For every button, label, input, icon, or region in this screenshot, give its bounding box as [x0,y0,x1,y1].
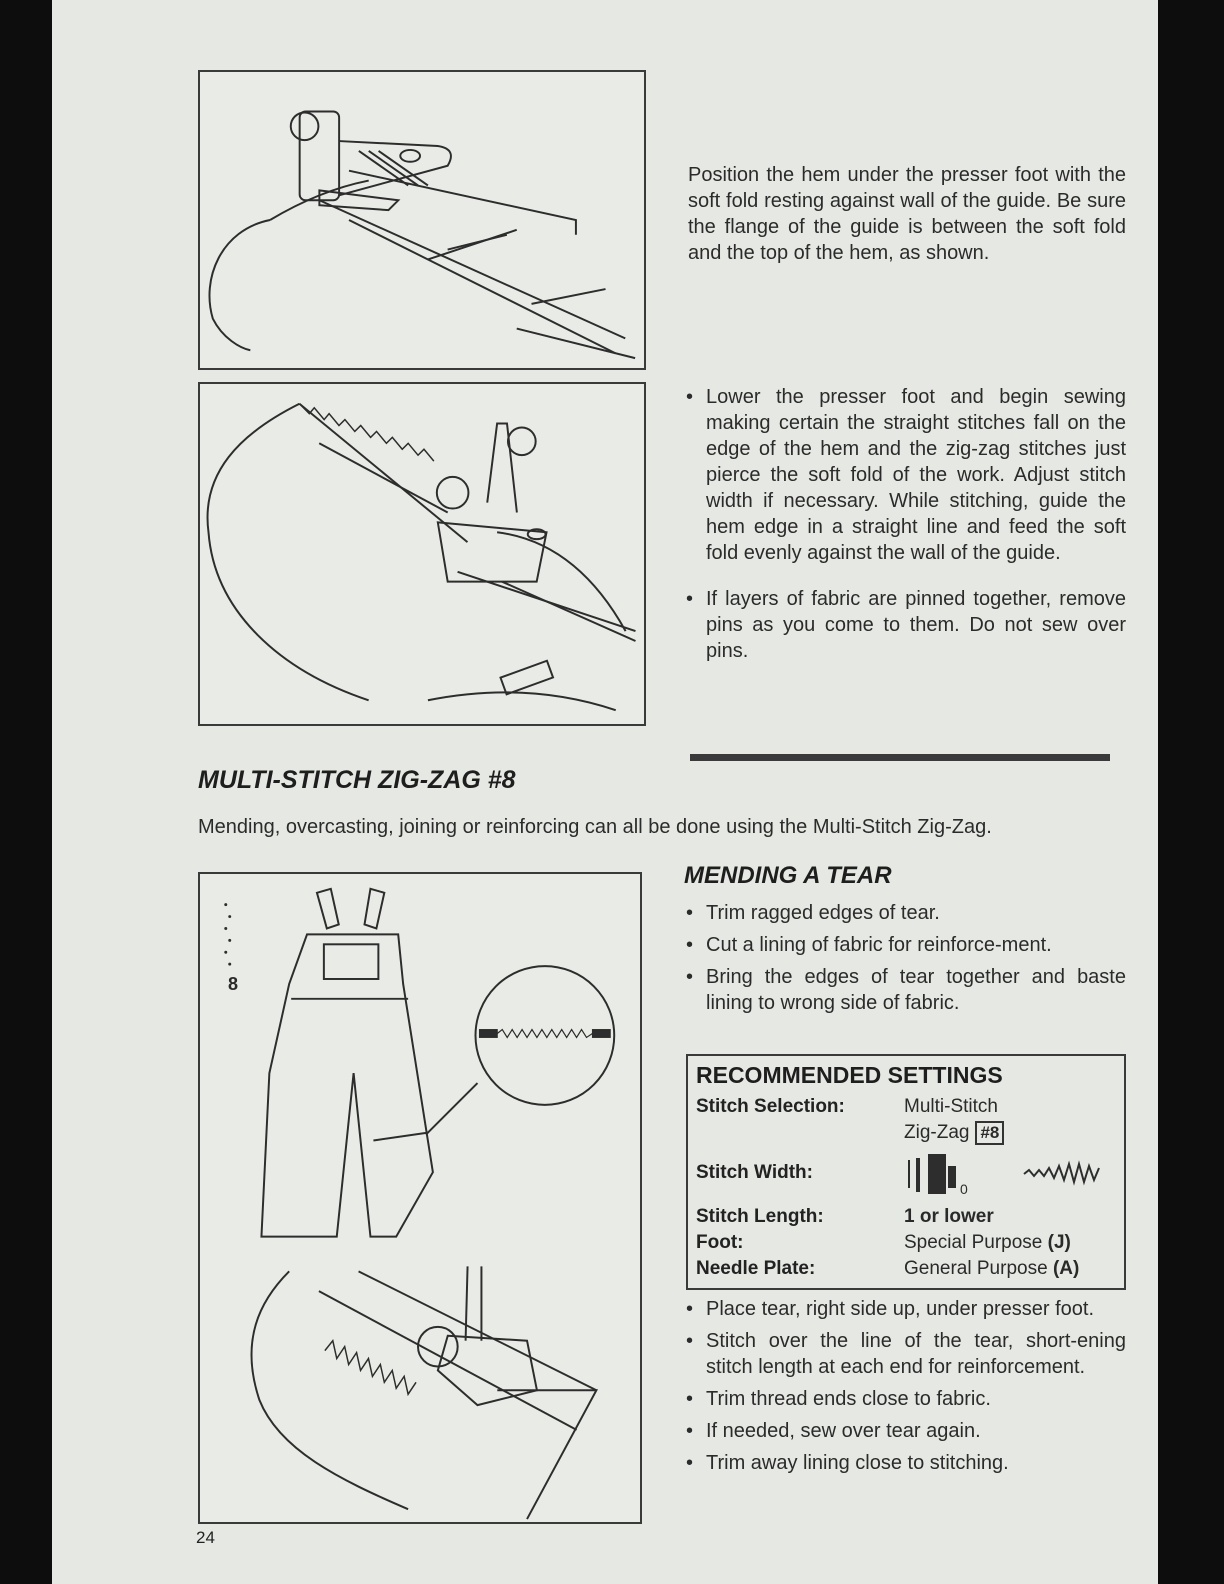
stitch-length-qualifier: or lower [919,1206,994,1227]
stitch-selection-value [904,1094,1004,1146]
hem-guide-drawing [200,72,644,368]
foot-value [904,1230,1071,1256]
sewing-hem-drawing [200,384,644,724]
stitch-length-label: Stitch Length: [696,1206,824,1227]
stitch-length-value [904,1204,994,1230]
dial-zero-mark: 0 [960,1181,968,1197]
overalls-drawing [200,874,640,1522]
list-item: • Trim away lining close to stitching. [686,1450,1126,1476]
stitch-width-label: Stitch Width: [696,1162,813,1183]
mending-tear-illustration [198,872,642,1524]
mending-steps-list [686,900,1126,1016]
page-number: 24 [196,1528,215,1547]
sewing-instructions-list [686,384,1126,664]
stitch-number-label: 8 [228,974,239,994]
stitch-selection-line2 [904,1120,1004,1146]
hem-guide-illustration [198,70,646,370]
section-intro: Mending, overcasting, joining or reinforcing can all be done using the Multi-Stitch Zig-Zag. [198,816,992,838]
recommended-settings-box [686,1054,1126,1290]
list-item: • Stitch over the line of the tear, short-ening stitch length at each end for reinforcement. [686,1328,1126,1380]
list-item: • Trim ragged edges of tear. [686,900,1126,926]
list-item: • Trim thread ends close to fabric. [686,1386,1126,1412]
foot-code: (J) [1047,1232,1071,1253]
manual-page [52,0,1158,1584]
subsection-title: MENDING A TEAR [684,862,892,889]
list-item: • If layers of fabric are pinned together, remove pins as you come to them. Do not sew over pins. [686,586,1126,664]
stitch-selection-name: Zig-Zag [904,1122,970,1143]
needle-plate-name: General Purpose [904,1258,1048,1279]
stitch-width-dial-icon [904,1152,1114,1200]
hem-position-paragraph: Position the hem under the presser foot with the soft fold resting against wall of the guide. Be sure the flange of the guide is between the soft fold and the top of the hem, as shown. [688,164,1126,264]
list-item: • If needed, sew over tear again. [686,1418,1126,1444]
sewing-hem-illustration [198,382,646,726]
list-item: • Cut a lining of fabric for reinforce-ment. [686,932,1126,958]
foot-name: Special Purpose [904,1232,1043,1253]
needle-plate-value [904,1256,1079,1282]
list-item: • Place tear, right side up, under presser foot. [686,1296,1126,1322]
stitching-steps-list [686,1296,1126,1476]
foot-label: Foot: [696,1232,744,1253]
needle-plate-code: (A) [1052,1258,1080,1279]
stitch-number-box: #8 [975,1121,1004,1145]
settings-title: RECOMMENDED SETTINGS [696,1062,1003,1088]
needle-plate-label: Needle Plate: [696,1258,816,1279]
list-item: • Lower the presser foot and begin sewing making certain the straight stitches fall on the edge of the hem and the zig-zag stitches just pierce the soft fold of the work. Adjust stitch width if necessary. While stitching, guide the hem edge in a straight line and feed the soft fold evenly against the wall of the guide. [686,384,1126,566]
stitch-selection-label: Stitch Selection: [696,1096,845,1117]
section-divider [690,754,1110,761]
list-item: • Bring the edges of tear together and baste lining to wrong side of fabric. [686,964,1126,1016]
section-title: MULTI-STITCH ZIG-ZAG #8 [198,766,516,794]
stitch-selection-line1: Multi-Stitch [904,1096,998,1117]
stitch-length-number: 1 [904,1206,915,1227]
